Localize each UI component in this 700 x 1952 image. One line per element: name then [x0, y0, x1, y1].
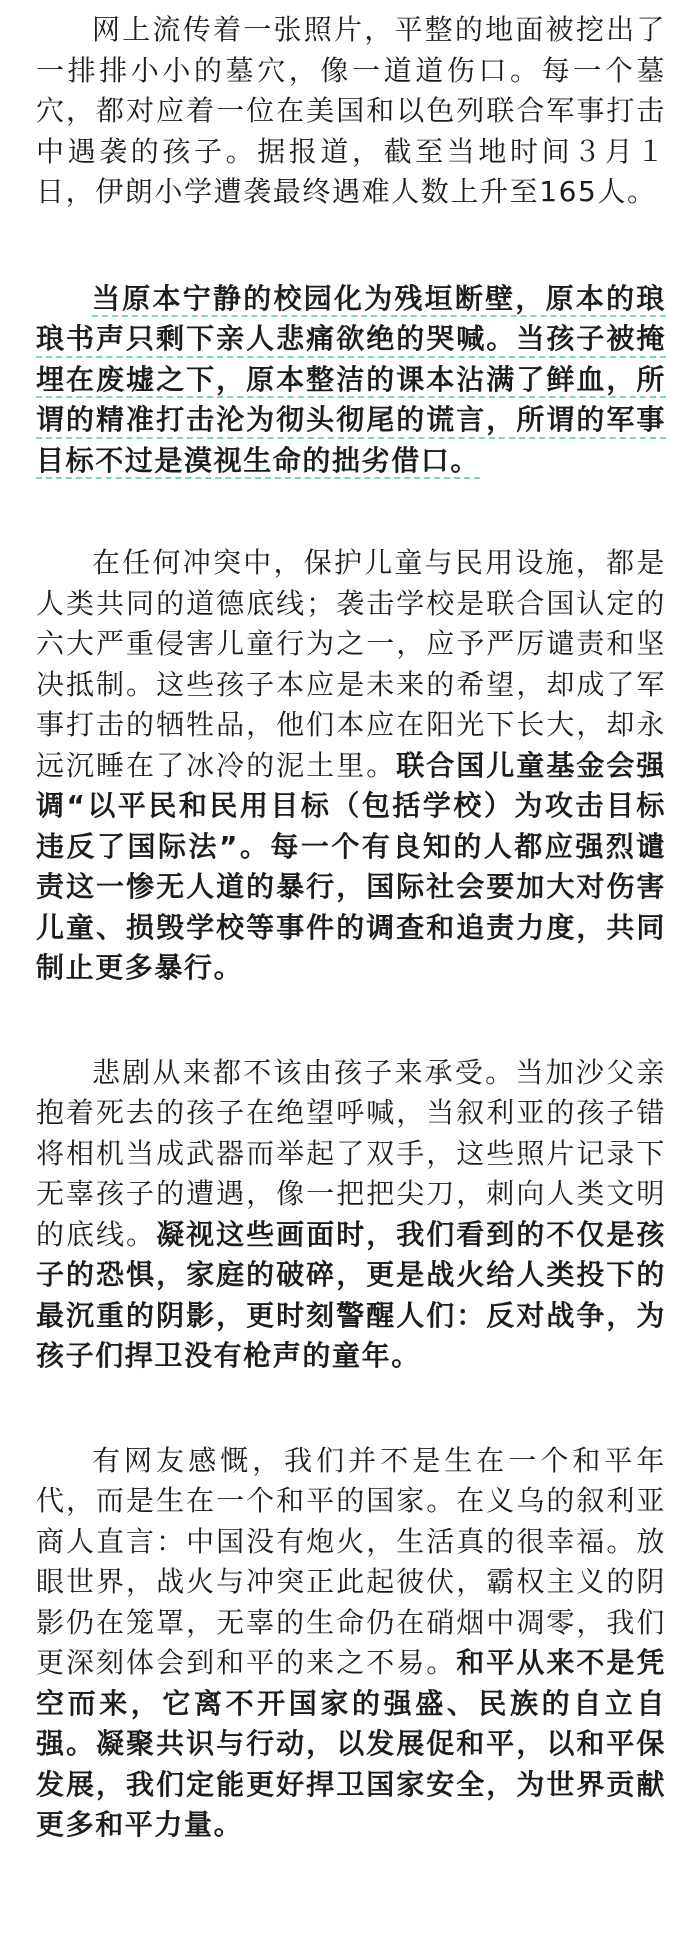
paragraph-5-bold: 和平从来不是凭空而来，它离不开国家的强盛、民族的自立自强。凝聚共识与行动，以发展促和平，以和平保发展，我们定能更好捍卫国家安全，为世界贡献更多和平力量。 — [36, 1646, 666, 1841]
paragraph-3-bold: 联合国儿童基金会强调“以平民和民用目标（包括学校）为攻击目标违反了国际法”。每一个有良知的人都应强烈谴责这一惨无人道的暴行，国际社会要加大对伤害儿童、损毁学校等事件的调查和追责力度，共同制止更多暴行。 — [36, 748, 667, 984]
paragraph-1-text: 网上流传着一张照片，平整的地面被挖出了一排排小小的墓穴，像一道道伤口。每一个墓穴，都对应着一位在美国和以色列联合军事打击中遇袭的孩子。据报道，截至当地时间３月１日，伊朗小学遭袭最终遇难人数上升至165人。 — [36, 13, 666, 208]
paragraph-5 — [36, 1441, 666, 1846]
paragraph-3 — [36, 543, 666, 989]
paragraph-3-text: 在任何冲突中，保护儿童与民用设施，都是人类共同的道德底线；袭击学校是联合国认定的六大严重侵害儿童行为之一，应予严厉谴责和坚决抵制。这些孩子本应是未来的希望，却成了军事打击的牺牲品，他们本应在阳光下长大，却永远沉睡在了冰冷的泥土里。 — [36, 546, 666, 782]
article-body — [36, 10, 666, 1846]
paragraph-4-bold: 凝视这些画面时，我们看到的不仅是孩子的恐惧，家庭的破碎，更是战火给人类投下的最沉重的阴影，更时刻警醒人们：反对战争，为孩子们捍卫没有枪声的童年。 — [36, 1217, 667, 1372]
paragraph-5-text: 有网友感慨，我们并不是生在一个和平年代，而是生在一个和平的国家。在义乌的叙利亚商人直言：中国没有炮火，生活真的很幸福。放眼世界，战火与冲突正此起彼伏，霸权主义的阴影仍在笼罩，无辜的生命仍在硝烟中凋零，我们更深刻体会到和平的来之不易。 — [36, 1443, 666, 1679]
paragraph-2-highlight: 当原本宁静的校园化为残垣断壁，原本的琅琅书声只剩下亲人悲痛欲绝的哭喊。当孩子被掩埋在废墟之下，原本整洁的课本沾满了鲜血，所谓的精准打击沦为彻头彻尾的谎言，所谓的军事目标不过是漠视生命的拙劣借口。 — [36, 281, 666, 477]
paragraph-1 — [36, 10, 666, 213]
paragraph-4-text: 悲剧从来都不该由孩子来承受。当加沙父亲抱着死去的孩子在绝望呼喊，当叙利亚的孩子错将相机当成武器而举起了双手，这些照片记录下无辜孩子的遭遇，像一把把尖刀，刺向人类文明的底线。 — [36, 1055, 666, 1251]
paragraph-4 — [36, 1053, 666, 1377]
paragraph-2 — [36, 279, 666, 482]
